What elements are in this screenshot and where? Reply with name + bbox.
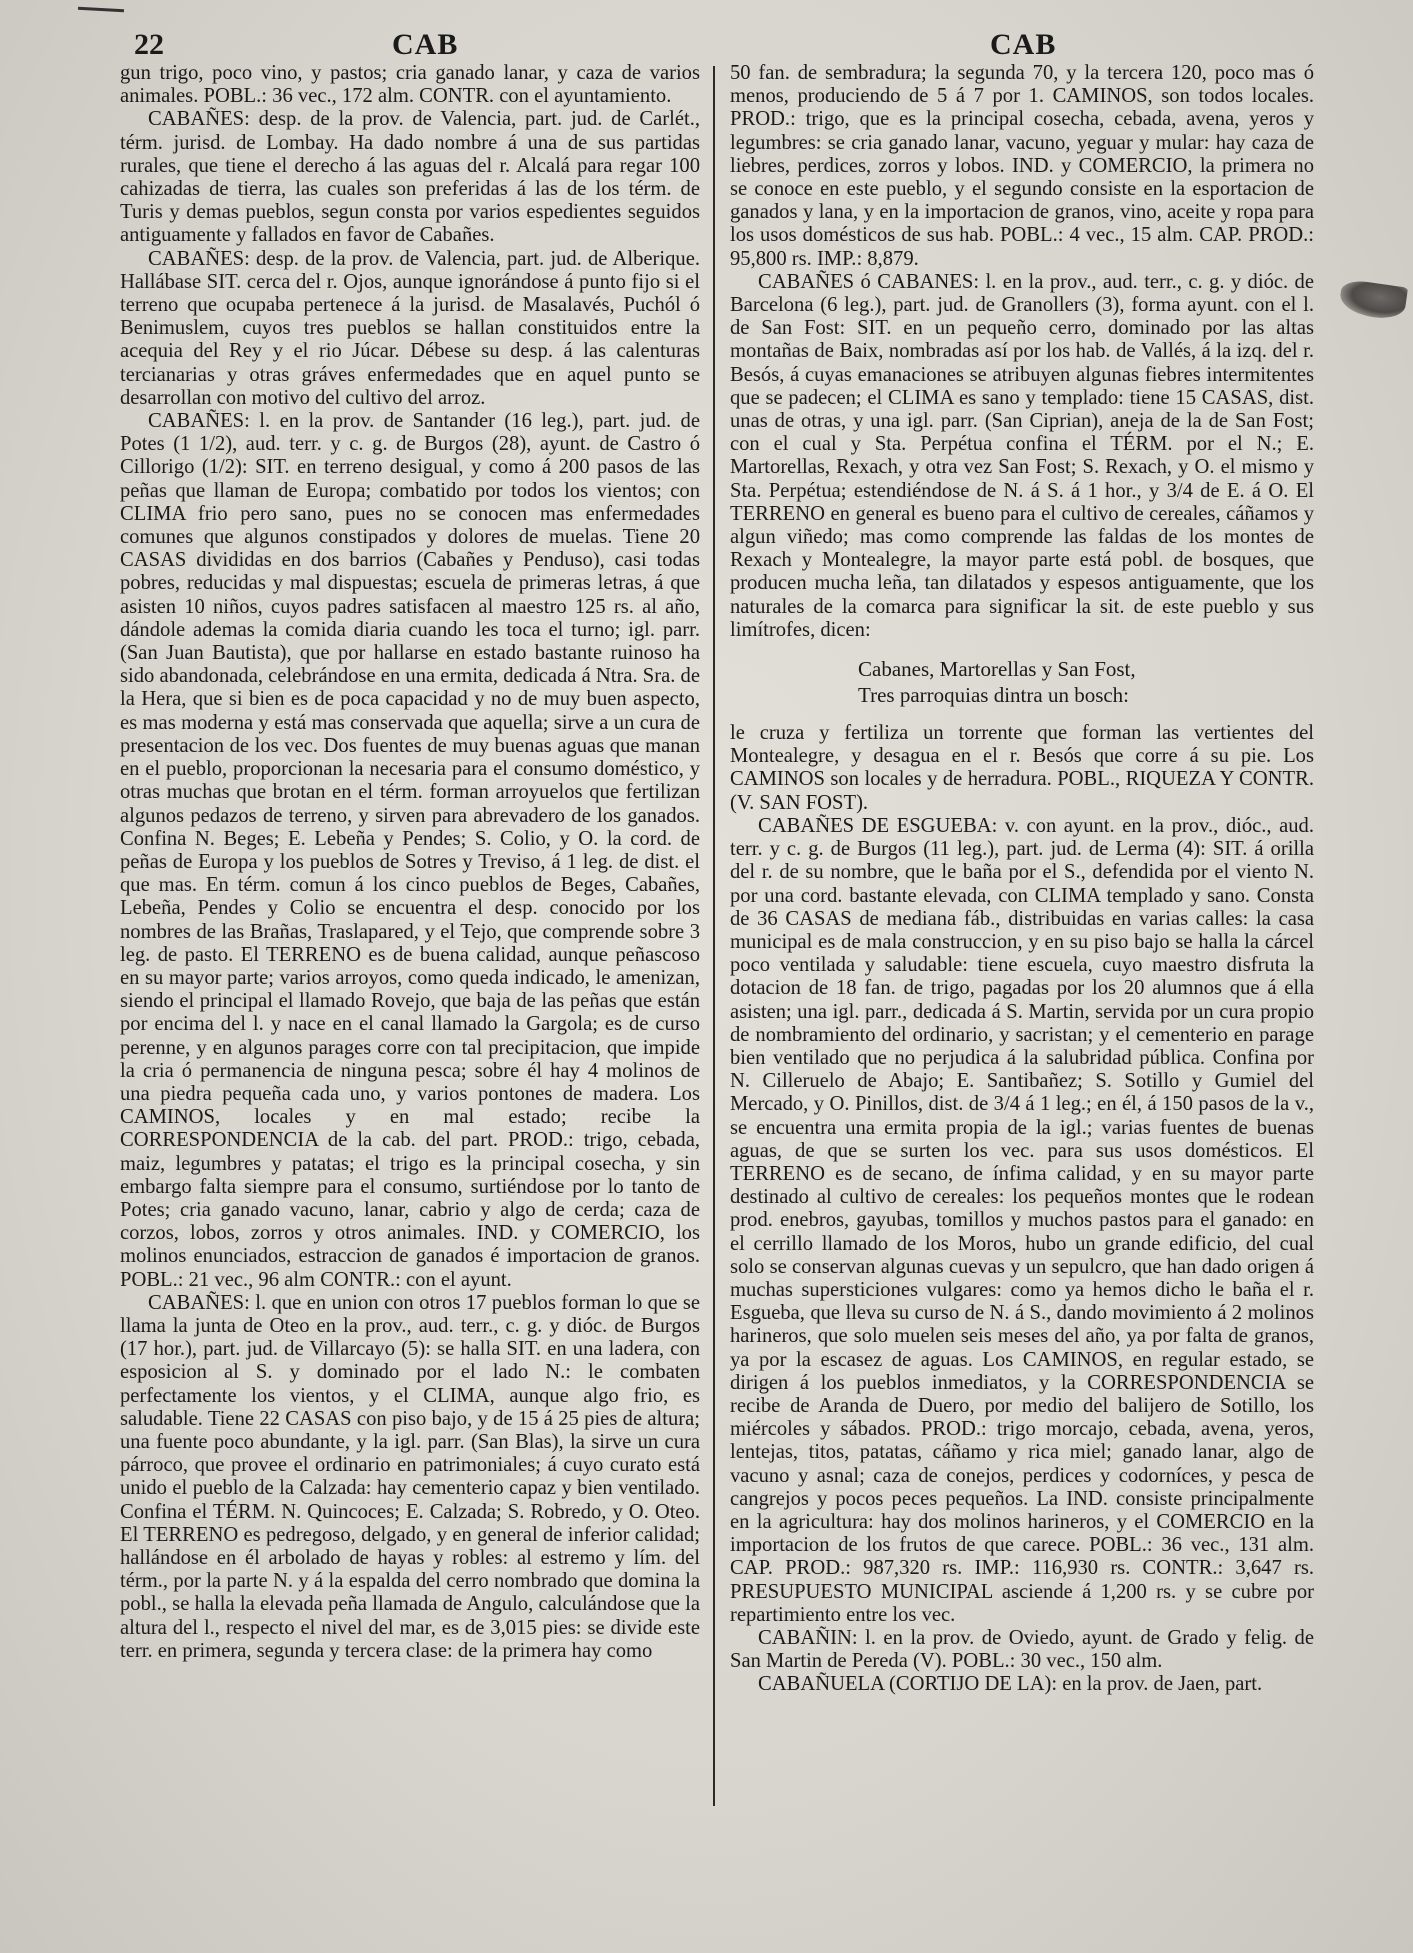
left-column [120, 62, 700, 1663]
entry-cabanes-de-esgueba: CABAÑES DE ESGUEBA: v. con ayunt. en la prov., dióc., aud. terr. y c. g. de Burgos (11 leg.), part. jud. de Lerma (4): SIT. á orilla del r. de su nombre, que le baña por el S., defendida por el viento N. por una cord. bastante elevada, con CLIMA templado y sano. Consta de 36 CASAS de mediana fáb., distribuidas en varias calles: la casa municipal es de mala construccion, y en su piso bajo se halla la cárcel poco ventilada y saludable: tiene escuela, cuyo maestro disfruta la dotacion de 18 fan. de trigo, pagadas por los 20 alumnos que á ella asisten; una igl. parr., dedicada á S. Martin, servida por un cura propio de nombramiento del ordinario, y sacristan; y el cementerio en parage bien ventilado que no perjudica á la salubridad pública. Confina por N. Cilleruelo de Abajo; E. Santibañez; S. Sotillo y Gumiel del Mercado, y O. Pinillos, dist. de 3/4 á 1 leg.; en él, á 150 pasos de la v., se encuentra una ermita propia de la igl.; varias fuentes de buenas aguas, de que se surten los vec. para sus usos domésticos. El TERRENO es de secano, de ínfima calidad, y en su mayor parte destinado al cultivo de cereales: los pequeños montes que le rodean prod. enebros, gayubas, tomillos y muchos pastos para el ganado: en el cerrillo llamado de los Moros, hubo un grande edificio, del cual solo se conservan algunas cuevas y un sepulcro, que han dado origen á muchas supersticiones vulgares: como ya hemos dicho le baña el r. Esgueba, que lleva su curso de N. á S., dando movimiento á 2 molinos harineros, que solo muelen seis meses del año, ya por falta de granos, ya por la escasez de aguas. Los CAMINOS, en regular estado, se dirigen á los pueblos inmediatos, y la CORRESPONDENCIA se recibe de Aranda de Duero, por medio del balijero de Sotillo, los miércoles y sábados. PROD.: trigo morcajo, cebada, avena, yeros, lentejas, titos, patatas, cáñamo y rica miel; ganado lanar, algo de vacuno y asnal; caza de conejos, perdices y codorníces, y pesca de cangrejos y pocos peces pequeños. La IND. consiste principalmente en la agricultura: hay dos molinos harineros, y el COMERCIO en la importacion de los frutos de que carece. POBL.: 36 vec., 131 alm. CAP. PROD.: 987,320 rs. IMP.: 116,930 rs. CONTR.: 3,647 rs. PRESUPUESTO MUNICIPAL asciende á 1,200 rs. y se cubre por repartimiento entre los vec. [730, 814, 1314, 1626]
entry-cabanes-santander: CABAÑES: l. en la prov. de Santander (16 leg.), part. jud. de Potes (1 1/2), aud. terr. y c. g. de Burgos (28), ayunt. de Castro ó Cillorigo (1/2): SIT. en terreno desigual, y como á 200 pasos de las peñas que llaman de Europa; combatido por todos los vientos; con CLIMA frio pero sano, pues no se conocen mas enfermedades comunes que algunos constipados y dolores de muelas. Tiene 20 CASAS divididas en dos barrios (Cabañes y Penduso), casi todas pobres, reducidas y mal dispuestas; escuela de primeras letras, á que asisten 10 niños, cuyos padres satisfacen al maestro 125 rs. al año, dándole ademas la comida diaria cuando les toca el turno; igl. parr. (San Juan Bautista), que por hallarse en estado bastante ruinoso ha sido abandonada, celebrándose en una ermita, dedicada á Ntra. Sra. de la Hera, que si bien es de poca capacidad y no de muy buen aspecto, es mas moderna y está mas conservada que aquella; sirve a un cura de presentacion de los vec. Dos fuentes de muy buenas aguas que manan en el pueblo, proporcionan la necesaria para el consumo doméstico, y otras muchas que brotan en el térm. forman arroyuelos que fertilizan algunos pedazos de terreno, y sirven para abrevadero de los ganados. Confina N. Beges; E. Lebeña y Pendes; S. Colio, y O. la cord. de peñas de Europa y los pueblos de Sotres y Treviso, á 1 leg. de dist. el que mas. En térm. comun á los cinco pueblos de Beges, Cabañes, Lebeña, Pendes y Colio se encuentra el desp. conocido por los nombres de las Brañas, Traslapared, y el Tejo, que comprende sobre 3 leg. de pasto. El TERRENO es de buena calidad, aunque peñascoso en su mayor parte; varios arroyos, como queda indicado, le amenizan, siendo el principal el llamado Rovejo, que baja de las peñas que están por encima del l. y nace en el canal llamado la Gargola; es de curso perenne, y en algunos parages corre con tal precipitacion, que impide la cria ó permanencia de ninguna pesca; sobre él hay 4 molinos de una piedra pequeña cada uno, y varios pontones de madera. Los CAMINOS, locales y en mal estado; recibe la CORRESPONDENCIA de la cab. del part. PROD.: trigo, cebada, maiz, legumbres y patatas; el trigo es la principal cosecha, y sin embargo falta siempre para el consumo, surtiéndose por lo tanto de Potes; cria ganado vacuno, lanar, cabrio y algo de cerda; caza de corzos, lobos, zorros y otros animales. IND. y COMERCIO, los molinos enunciados, estraccion de ganados é importacion de granos. POBL.: 21 vec., 96 alm CONTR.: con el ayunt. [120, 410, 700, 1291]
entry-continuation: le cruza y fertiliza un torrente que forman las vertientes del Montealegre, y desagua en el r. Besós que corre á su pie. Los CAMINOS son locales y de herradura. POBL., RIQUEZA Y CONTR. (V. SAN FOST). [730, 722, 1314, 814]
verse-line: Tres parroquias dintra un bosch: [858, 683, 1130, 708]
column-rule [713, 66, 715, 1806]
paper-stain [1338, 279, 1408, 322]
running-head-left: CAB [392, 28, 459, 61]
right-column [730, 62, 1314, 1697]
corner-mark [78, 7, 124, 12]
entry-cabanes-barcelona: CABAÑES ó CABANES: l. en la prov., aud. terr., c. g. y dióc. de Barcelona (6 leg.), part. jud. de Granollers (3), forma ayunt. con el l. de San Fost: SIT. en un pequeño cerro, dominado por las altas montañas de Baix, nombradas así por los hab. de Vallés, á la izq. del r. Besós, á cuyas emanaciones se atribuyen algunas fiebres intermitentes que se padecen; el CLIMA es sano y templado: tiene 15 CASAS, dist. unas de otras, y una igl. parr. (San Ciprian), aneja de la de San Fost; con el cual y Sta. Perpétua confina el TÉRM. por el N.; E. Martorellas, Rexach, y otra vez San Fost; S. Rexach, y O. el mismo y Sta. Perpétua; estendiéndose de N. á S. á 1 hor., y 3/4 de E. á O. El TERRENO en general es bueno para el cultivo de cereales, cáñamos y algun viñedo; mas como comprende las faldas de los montes de Rexach y Montealegre, la mayor parte está pobl. de bosques, que producen mucha leña, tan dilatados y espesos antiguamente, que los naturales de la comarca para significar la sit. de este pueblo y sus limítrofes, dicen: [730, 270, 1314, 641]
verse-quote [730, 656, 1314, 708]
entry-cabanes-valencia-carlet: CABAÑES: desp. de la prov. de Valencia, part. jud. de Carlét., térm. jurisd. de Lombay. Ha dado nombre á una de sus partidas rurales, que tiene el derecho á las aguas del r. Alcalá para regar 100 cahizadas de tierra, las cuales son preferidas á las de los térm. de Turis y demas pueblos, segun consta por varios espedientes seguidos antiguamente y fallados en favor de Cabañes. [120, 108, 700, 247]
entry-cabanuela: CABAÑUELA (CORTIJO DE LA): en la prov. de Jaen, part. [758, 1673, 1263, 1696]
entry-cabanes-valencia-alberique: CABAÑES: desp. de la prov. de Valencia, part. jud. de Alberique. Hallábase SIT. cerca del r. Ojos, aunque ignorándose á punto fijo si el terreno que ocupaba pertenece á la jurisd. de Masalavés, Puchól ó Benimuslem, cuyos tres pueblos se hallan constituidos entre la acequia del Rey y el rio Júcar. Débese su desp. á las calenturas tercianarias y otras gráves enfermedades que en aquel punto se desarrollan con motivo del cultivo del arroz. [120, 247, 700, 409]
entry-continuation: gun trigo, poco vino, y pastos; cria ganado lanar, y caza de varios animales. POBL.: 36 vec., 172 alm. CONTR. con el ayuntamiento. [120, 62, 700, 108]
entry-continuation: 50 fan. de sembradura; la segunda 70, y la tercera 120, poco mas ó menos, produciendo de 5 á 7 por 1. CAMINOS, son todos locales. PROD.: trigo, que es la principal cosecha, cebada, avena, yeros y legumbres: se cria ganado lanar, vacuno, yeguar y mular: hay caza de liebres, perdices, zorros y lobos. IND. y COMERCIO, la primera no se conoce en este pueblo, y el segundo consiste en la esportacion de ganados y lana, y en la importacion de granos, vino, aceite y ropa para los usos domésticos de sus hab. POBL.: 4 vec., 15 alm. CAP. PROD.: 95,800 rs. IMP.: 8,879. [730, 62, 1314, 270]
entry-cabanes-burgos: CABAÑES: l. que en union con otros 17 pueblos forman lo que se llama la junta de Oteo en la prov., aud. terr., c. g. y dióc. de Burgos (17 hor.), part. jud. de Villarcayo (5): se halla SIT. en una ladera, con esposicion al S. y dominado por el lado N.: le combaten perfectamente los vientos, y el CLIMA, aunque algo frio, es saludable. Tiene 22 CASAS con piso bajo, y de 15 á 25 pies de altura; una fuente poco abundante, y la igl. parr. (San Blas), la sirve un cura párroco, que provee el ordinario en patrimoniales; á cuyo curato está unido el pueblo de la Calzada: hay cementerio capaz y bien ventilado. Confina el TÉRM. N. Quincoces; E. Calzada; S. Robredo, y O. Oteo. El TERRENO es pedregoso, delgado, y en general de inferior calidad; hallándose en él arbolado de hayas y robles: al estremo y lím. del térm., por la parte N. y á la espalda del cerro nombrado que domina la pobl., se halla la elevada peña llamada de Angulo, calculándose que la altura del l., respecto el nivel del mar, es de 3,015 pies: se divide este terr. en primera, segunda y tercera clase: de la primera hay como [120, 1291, 700, 1662]
verse-line: Cabanes, Martorellas y San Fost, [858, 657, 1136, 682]
page-header [0, 26, 1413, 66]
running-head-right: CAB [990, 28, 1057, 61]
entry-cabanin: CABAÑIN: l. en la prov. de Oviedo, ayunt. de Grado y felig. de San Martin de Pereda (V). POBL.: 30 vec., 150 alm. [730, 1627, 1314, 1673]
page-number: 22 [134, 28, 164, 61]
